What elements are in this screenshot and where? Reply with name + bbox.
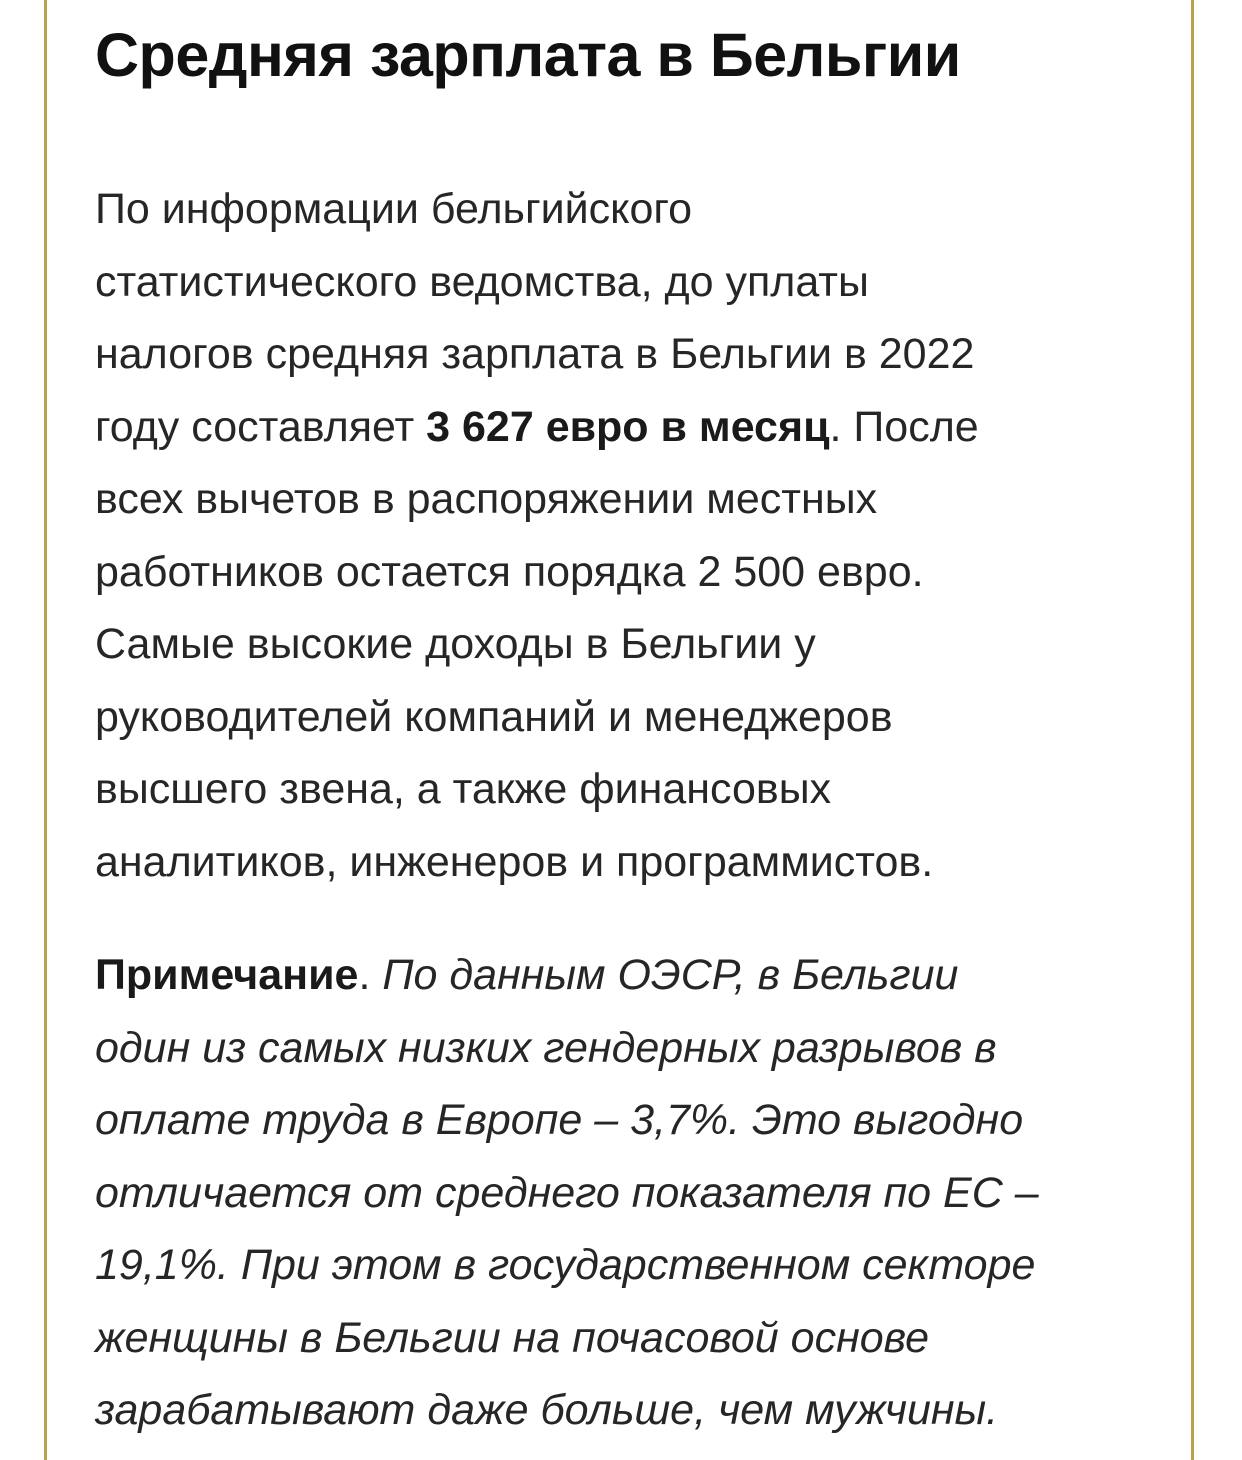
paragraph-line: По информации бельгийского	[95, 185, 693, 233]
paragraph-line: аналитиков, инженеров и программистов.	[95, 837, 934, 886]
note-line: женщины в Бельгии на почасовой основе	[95, 1313, 930, 1362]
note-line	[95, 939, 1135, 1012]
note-label-dot: .	[358, 951, 383, 999]
paragraph-line: Самые высокие доходы в Бельгии у	[95, 620, 816, 668]
note-line: отличается от среднего показателя по ЕС –	[95, 1168, 1039, 1217]
article-heading: Средняя зарплата в Бельгии	[95, 21, 961, 89]
paragraph-line: налогов средняя зарплата в Бельгии в 2022	[95, 330, 975, 378]
paragraph-line: работников остается порядка 2 500 евро.	[95, 547, 924, 596]
salary-paragraph	[95, 173, 1135, 898]
paragraph-text: году составляет	[95, 402, 427, 451]
note-line: 19,1%. При этом в государственном секторе	[95, 1241, 1036, 1289]
note-line: один из самых низких гендерных разрывов в	[95, 1023, 997, 1072]
note-label: Примечание	[95, 951, 359, 999]
note-paragraph	[95, 939, 1135, 1447]
note-text: По данным ОЭСР, в Бельгии	[382, 951, 959, 999]
note-line: оплате труда в Европе – 3,7%. Это выгодно	[95, 1096, 1024, 1144]
paragraph-line	[95, 391, 1135, 464]
paragraph-line: руководителей компаний и менеджеров	[95, 692, 893, 741]
paragraph-line: статистического ведомства, до уплаты	[95, 257, 869, 306]
paragraph-line: всех вычетов в распоряжении местных	[95, 475, 878, 523]
note-line: зарабатывают даже больше, чем мужчины.	[95, 1386, 999, 1434]
paragraph-line: высшего звена, а также финансовых	[95, 765, 832, 813]
paragraph-text: . После	[829, 402, 979, 451]
average-salary-highlight: 3 627 евро в месяц	[426, 402, 830, 451]
